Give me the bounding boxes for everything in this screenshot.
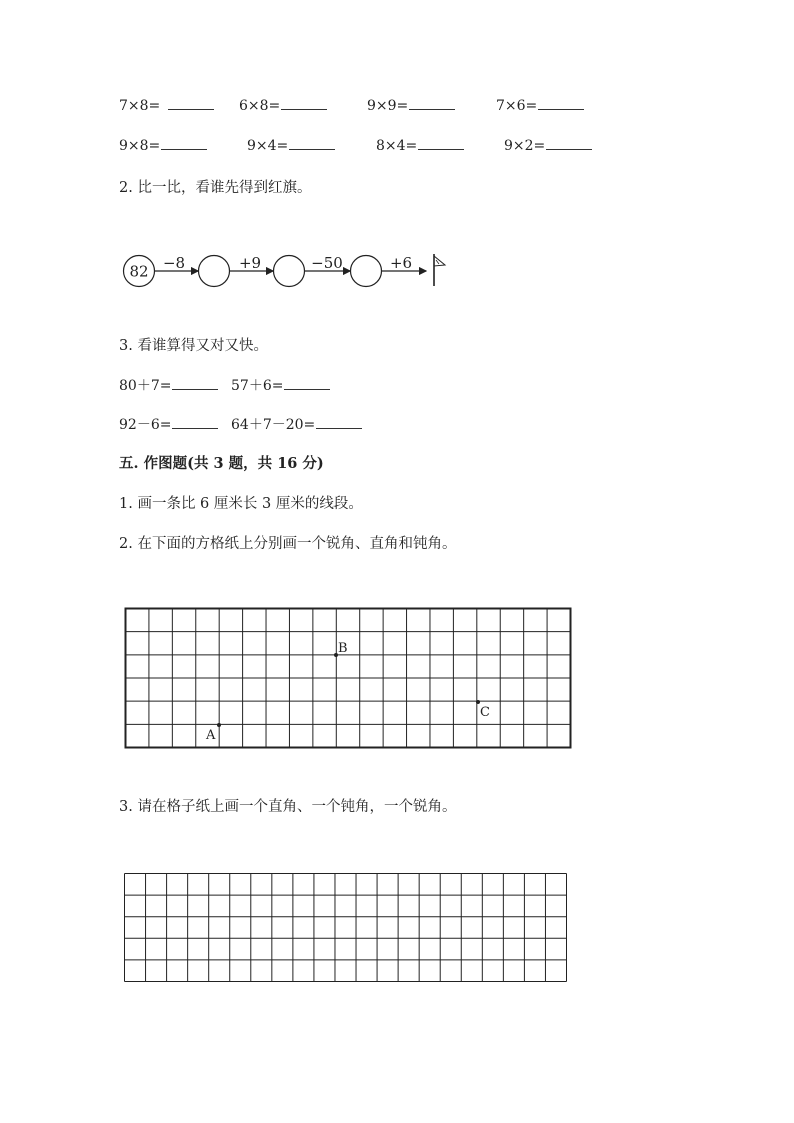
mult-item: 8×4= — [376, 138, 464, 154]
question-2-title: 2. 比一比，看谁先得到红旗。 — [119, 180, 312, 196]
answer-blank[interactable] — [418, 148, 464, 150]
answer-circle-2[interactable] — [274, 256, 305, 287]
point-a-label: A — [206, 728, 216, 743]
answer-blank[interactable] — [161, 148, 207, 150]
mult-item: 9×8= — [119, 138, 207, 154]
point-a — [217, 723, 221, 727]
calc-item: 80＋7= — [119, 375, 218, 395]
calc-item: 92－6= — [119, 414, 218, 434]
answer-blank[interactable] — [172, 427, 218, 429]
calc-item: 64＋7－20= — [231, 414, 362, 434]
answer-blank[interactable] — [172, 388, 218, 390]
point-c-label: C — [480, 705, 490, 720]
mult-item: 7×8= — [119, 98, 214, 114]
point-b-label: B — [338, 641, 348, 656]
mult-item: 9×2= — [504, 138, 592, 154]
drawing-question-3: 3. 请在格子纸上画一个直角、一个钝角，一个锐角。 — [119, 799, 457, 815]
answer-circle-3[interactable] — [351, 256, 382, 287]
calc-item: 57＋6= — [231, 375, 330, 395]
answer-blank[interactable] — [546, 148, 592, 150]
start-number: 82 — [129, 262, 149, 281]
answer-blank[interactable] — [538, 108, 584, 110]
op-label-4: +6 — [389, 254, 413, 272]
op-label-3: −50 — [311, 254, 343, 272]
mult-item: 6×8= — [239, 98, 327, 114]
point-c — [476, 700, 480, 704]
answer-blank[interactable] — [409, 108, 455, 110]
mult-item: 9×9= — [367, 98, 455, 114]
angle-grid-2[interactable] — [124, 873, 568, 983]
drawing-question-2: 2. 在下面的方格纸上分别画一个锐角、直角和钝角。 — [119, 536, 457, 552]
drawing-question-1: 1. 画一条比 6 厘米长 3 厘米的线段。 — [119, 496, 363, 512]
answer-circle-1[interactable] — [199, 256, 230, 287]
section-5-title: 五. 作图题(共 3 题，共 16 分) — [119, 455, 324, 472]
answer-blank[interactable] — [289, 148, 335, 150]
red-flag-icon — [434, 254, 445, 286]
flag-race-diagram — [118, 248, 458, 294]
answer-blank[interactable] — [168, 108, 214, 110]
op-label-2: +9 — [238, 254, 262, 272]
answer-blank[interactable] — [284, 388, 330, 390]
angle-grid-1[interactable] — [124, 607, 574, 751]
op-label-1: −8 — [162, 254, 186, 272]
answer-blank[interactable] — [281, 108, 327, 110]
answer-blank[interactable] — [316, 427, 362, 429]
mult-item: 7×6= — [496, 98, 584, 114]
question-3-title: 3. 看谁算得又对又快。 — [119, 338, 268, 354]
mult-item: 9×4= — [247, 138, 335, 154]
